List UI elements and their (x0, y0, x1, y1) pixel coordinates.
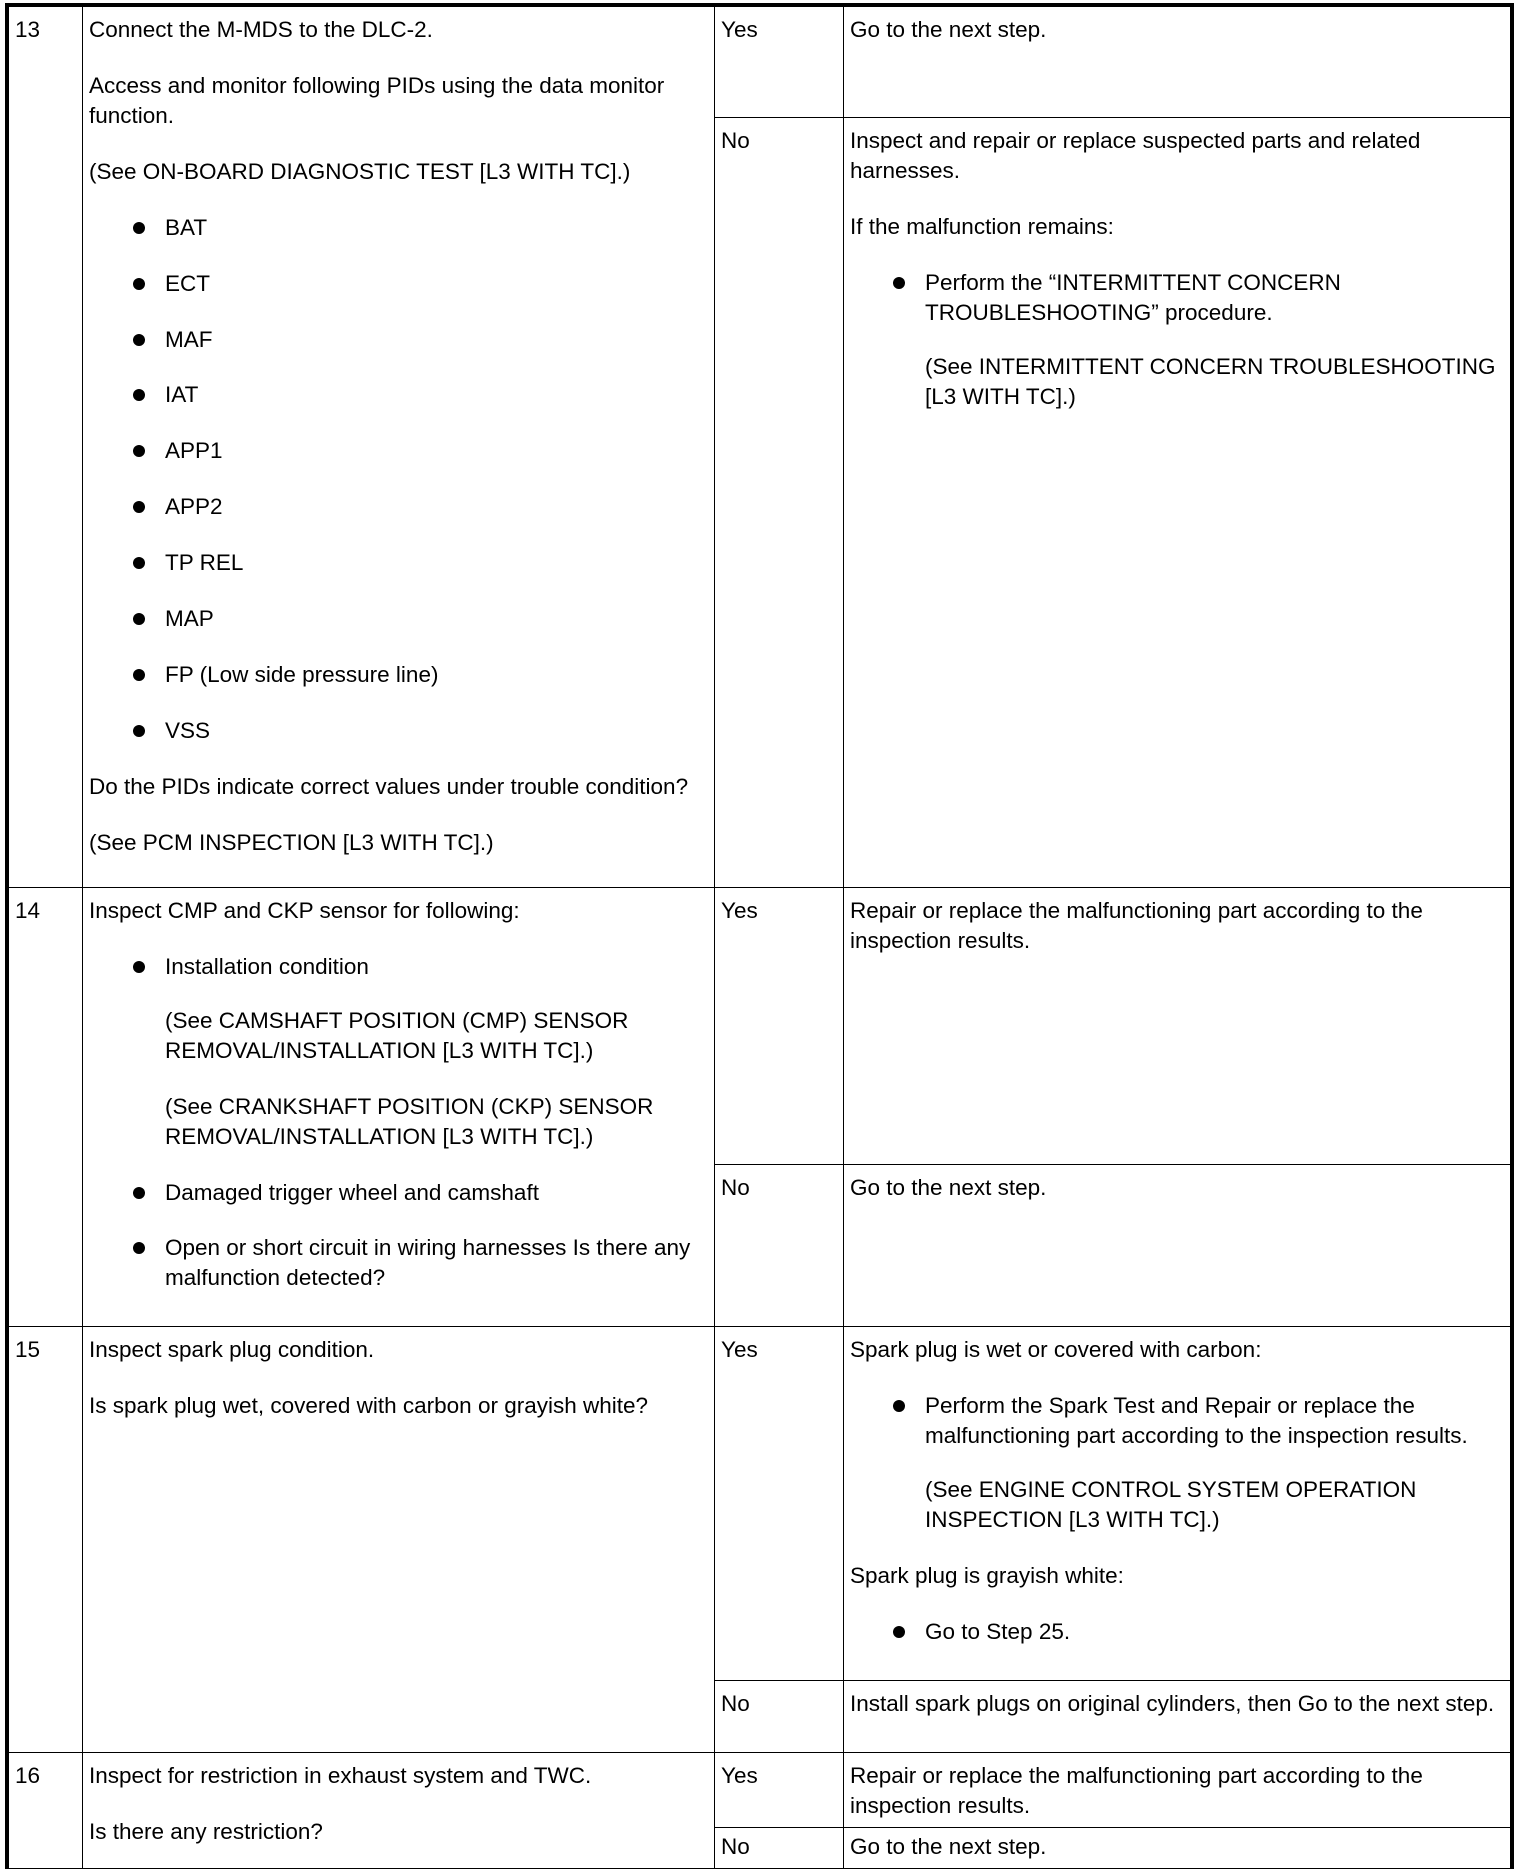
result-text: Inspect and repair or replace suspected parts and related harnesses. (850, 128, 1421, 183)
list-item: APP2 (165, 492, 708, 522)
bullet-icon (133, 1242, 145, 1254)
result-text: Install spark plugs on original cylinders, then Go to the next step. (850, 1691, 1495, 1716)
pid-list (89, 213, 708, 746)
step-16-row-yes (9, 1753, 1511, 1828)
step-action (83, 888, 715, 1327)
step-action (83, 1327, 715, 1753)
list-item: ECT (165, 269, 708, 299)
result-text: Go to the next step. (850, 1833, 1047, 1859)
bullet-icon (133, 725, 145, 737)
question-text: Do the PIDs indicate correct values under trouble condition? (89, 773, 689, 799)
action-text: Inspect spark plug condition. (89, 1337, 375, 1362)
action-text: Connect the M-MDS to the DLC-2. (89, 17, 433, 42)
no-label: No (715, 118, 844, 888)
reference-text: (See CRANKSHAFT POSITION (CKP) SENSOR REMOVAL/INSTALLATION [L3 WITH TC].) (165, 1093, 654, 1149)
no-label: No (715, 1827, 844, 1868)
bullet-icon (133, 501, 145, 513)
reference-text: (See ON-BOARD DIAGNOSTIC TEST [L3 WITH TC].) (89, 158, 631, 184)
action-text: Access and monitor following PIDs using the data monitor function. (89, 72, 665, 128)
step-number: 16 (9, 1753, 83, 1869)
bullet-icon (133, 334, 145, 346)
yes-label: Yes (715, 7, 844, 118)
reference-text: (See PCM INSPECTION [L3 WITH TC].) (89, 829, 494, 855)
result-list (850, 1617, 1504, 1647)
question-text: Is spark plug wet, covered with carbon or grayish white? (89, 1392, 649, 1418)
list-item: TP REL (165, 548, 708, 578)
list-item: Perform the “INTERMITTENT CONCERN TROUBLESHOOTING” procedure. (See INTERMITTENT CONCERN TROUBLESHOOTING [L3 WITH TC].) (925, 268, 1504, 412)
no-result (844, 1165, 1511, 1327)
no-result (844, 118, 1511, 888)
yes-result (844, 1327, 1511, 1681)
list-item: Installation condition (See CAMSHAFT POSITION (CMP) SENSOR REMOVAL/INSTALLATION [L3 WITH TC].) (See CRANKSHAFT POSITION (CKP) SENSOR REMOVAL/INSTALLATION [L3 WITH TC].) (165, 952, 708, 1152)
bullet-icon (133, 222, 145, 234)
step-action (83, 1753, 715, 1869)
result-text: If the malfunction remains: (850, 213, 1114, 239)
bullet-icon (893, 277, 905, 289)
list-item: Perform the Spark Test and Repair or replace the malfunctioning part according to the inspection results. (See ENGINE CONTROL SYSTEM OPERATION INSPECTION [L3 WITH TC].) (925, 1391, 1504, 1535)
bullet-icon (893, 1626, 905, 1638)
inspection-list (89, 952, 708, 1293)
result-list (850, 268, 1504, 412)
list-item: Open or short circuit in wiring harnesses Is there any malfunction detected? (165, 1233, 708, 1293)
bullet-icon (133, 445, 145, 457)
troubleshooting-table (8, 6, 1511, 1869)
result-text: Spark plug is grayish white: (850, 1562, 1124, 1588)
reference-text: (See ENGINE CONTROL SYSTEM OPERATION INSPECTION [L3 WITH TC].) (925, 1476, 1417, 1532)
step-action (83, 7, 715, 888)
bullet-icon (133, 278, 145, 290)
question-text: Is there any restriction? (89, 1818, 323, 1844)
no-result (844, 1827, 1511, 1868)
action-text: Inspect for restriction in exhaust system and TWC. (89, 1763, 592, 1788)
result-list (850, 1391, 1504, 1535)
result-text: Go to the next step. (850, 17, 1047, 42)
reference-text: (See INTERMITTENT CONCERN TROUBLESHOOTING [L3 WITH TC].) (925, 353, 1496, 409)
action-text: Inspect CMP and CKP sensor for following: (89, 898, 520, 923)
list-item: Damaged trigger wheel and camshaft (165, 1178, 708, 1208)
bullet-icon (133, 961, 145, 973)
no-label: No (715, 1165, 844, 1327)
bullet-icon (133, 669, 145, 681)
list-item: BAT (165, 213, 708, 243)
step-13-row-yes (9, 7, 1511, 118)
result-text: Spark plug is wet or covered with carbon: (850, 1337, 1262, 1362)
list-item: APP1 (165, 436, 708, 466)
result-text: Repair or replace the malfunctioning part according to the inspection results. (850, 898, 1423, 953)
yes-label: Yes (715, 1327, 844, 1681)
yes-label: Yes (715, 1753, 844, 1828)
no-label: No (715, 1681, 844, 1753)
yes-result (844, 7, 1511, 118)
list-item: VSS (165, 716, 708, 746)
step-number: 14 (9, 888, 83, 1327)
bullet-icon (133, 389, 145, 401)
list-item: MAP (165, 604, 708, 634)
list-item: MAF (165, 325, 708, 355)
list-item: FP (Low side pressure line) (165, 660, 708, 690)
bullet-icon (133, 557, 145, 569)
list-item: Go to Step 25. (925, 1617, 1504, 1647)
no-result (844, 1681, 1511, 1753)
result-text: Go to the next step. (850, 1175, 1047, 1200)
step-number: 13 (9, 7, 83, 888)
step-15-row-yes (9, 1327, 1511, 1681)
list-item: IAT (165, 380, 708, 410)
yes-result (844, 888, 1511, 1165)
step-14-row-yes (9, 888, 1511, 1165)
yes-label: Yes (715, 888, 844, 1165)
step-number: 15 (9, 1327, 83, 1753)
bullet-icon (133, 1187, 145, 1199)
reference-text: (See CAMSHAFT POSITION (CMP) SENSOR REMOVAL/INSTALLATION [L3 WITH TC].) (165, 1007, 629, 1063)
yes-result (844, 1753, 1511, 1828)
bullet-icon (133, 613, 145, 625)
bullet-icon (893, 1400, 905, 1412)
result-text: Repair or replace the malfunctioning part according to the inspection results. (850, 1763, 1423, 1818)
